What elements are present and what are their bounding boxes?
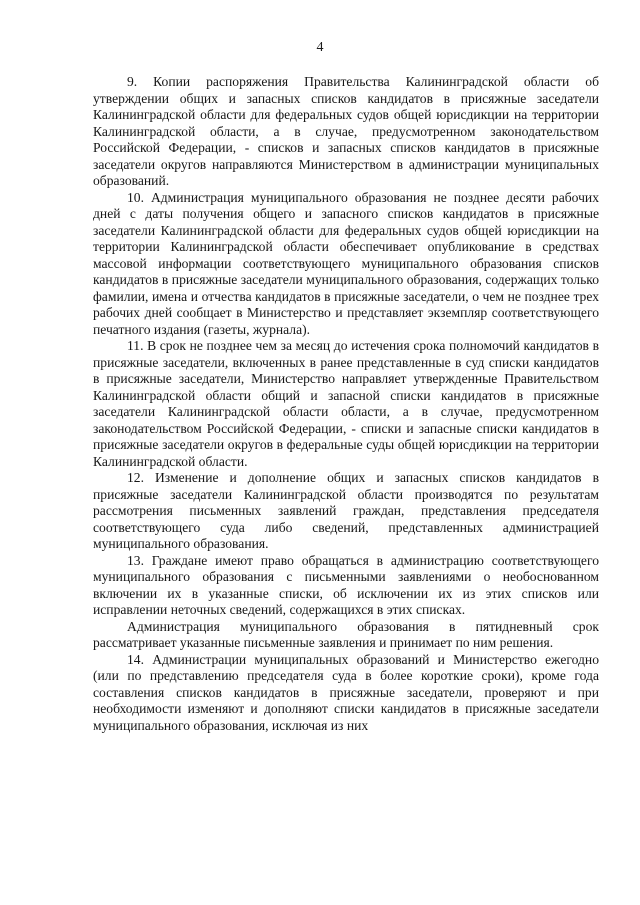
paragraph-14: 14. Администрации муниципальных образований и Министерство ежегодно (или по представлению председателя суда в более короткие сроки), кроме года составления списков кандидатов в присяжные заседатели, проверяют и при необходимости изменяют и дополняют списки кандидатов в присяжные заседатели муниципального образования, исключая из них	[93, 651, 599, 733]
paragraph-13: 13. Граждане имеют право обращаться в администрацию соответствующего муниципального образования с письменными заявлениями о необоснованном включении их в указанные списки, об исключении их из этих списков или исправлении неточных сведений, содержащихся в этих списках.	[93, 552, 599, 617]
paragraph-10: 10. Администрация муниципального образования не позднее десяти рабочих дней с даты получения общего и запасного списков кандидатов в присяжные заседатели Калининградской области для федеральных судов общей юрисдикции на территории Калининградской области обеспечивает опубликование в средствах массовой информации соответствующего муниципального образования списков кандидатов в присяжные заседатели муниципального образования, содержащих только фамилии, имена и отчества кандидатов в присяжные заседатели, о чем не позднее трех рабочих дней сообщает в Министерство и представляет экземпляр соответствующего печатного издания (газеты, журнала).	[93, 189, 599, 337]
paragraph-11: 11. В срок не позднее чем за месяц до истечения срока полномочий кандидатов в присяжные заседатели, включенных в ранее представленные в суд списки кандидатов в присяжные заседатели, Министерство направляет утвержденные Правительством Калининградской области общий и запасной списки кандидатов в присяжные заседатели Калининградской области области, а в случае, предусмотренном законодательством Российской Федерации, - списки и запасные списки кандидатов в присяжные заседатели округов в федеральные суды общей юрисдикции на территории Калининградской области.	[93, 338, 599, 469]
page-number: 4	[316, 40, 324, 55]
paragraph-12: 12. Изменение и дополнение общих и запасных списков кандидатов в присяжные заседатели Калининградской области производятся по результатам рассмотрения письменных заявлений граждан, представления председателя соответствующего суда либо сведений, представленных администрацией муниципального образования.	[93, 470, 599, 551]
paragraph-9: 9. Копии распоряжения Правительства Калининградской области об утверждении общих и запасных списков кандидатов в присяжные заседатели Калининградской области для федеральных судов общей юрисдикции на территории Калининградской области, а в случае, предусмотренном законодательством Российской Федерации, - списков и запасных списков кандидатов в присяжные заседатели округов направляются Министерством в администрации муниципальных образований.	[93, 74, 599, 188]
paragraph-13-continuation: Администрация муниципального образования в пятидневный срок рассматривает указанные письменные заявления и принимает по ним решения.	[93, 618, 599, 650]
document-body	[93, 74, 599, 734]
